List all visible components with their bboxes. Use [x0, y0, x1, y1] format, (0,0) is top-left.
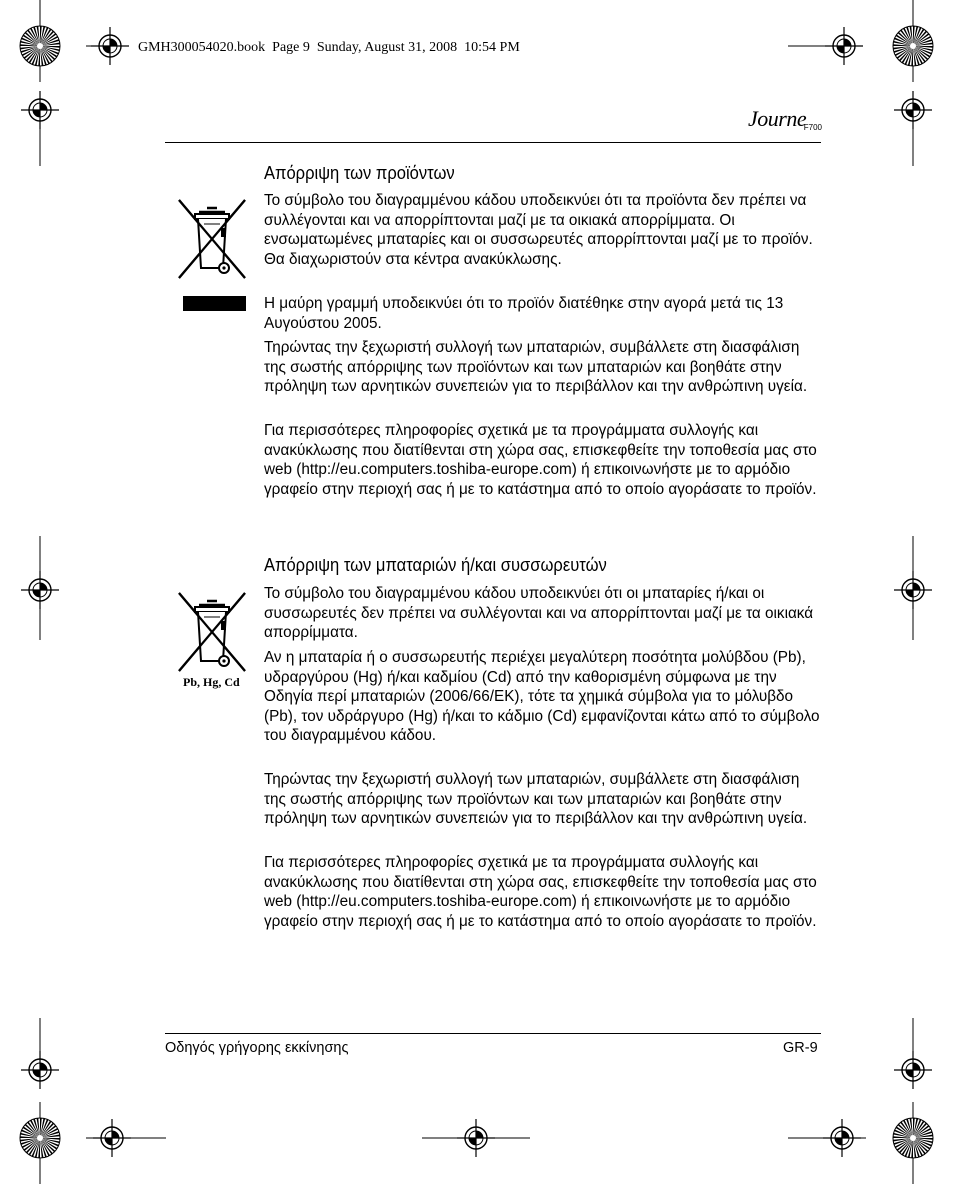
- registration-mark-icon: [824, 26, 864, 66]
- registration-mark-icon: [20, 1050, 60, 1090]
- header-rule: [165, 142, 821, 143]
- paragraph: Για περισσότερες πληροφορίες σχετικά με τα προγράμματα συλλογής και ανακύκλωσης που διατίθενται στη χώρα σας, επισκεφθείτε την τοποθεσία μας στο web (http://eu.computers.toshiba-europe.com) ή επικοινωνήστε με το αρμόδιο γραφείο στην περιοχή σας ή με το κατάστημα από το οποίο αγοράσατε το προϊόν.: [264, 854, 817, 930]
- registration-mark-icon: [893, 90, 933, 130]
- starburst-icon: [18, 24, 62, 68]
- registration-mark-icon: [822, 1118, 862, 1158]
- paragraph: Το σύμβολο του διαγραμμένου κάδου υποδεικνύει ότι τα προϊόντα δεν πρέπει να συλλέγονται και να απορρίπτονται μαζί με τα οικιακά απορρίμματα. Οι ενσωματωμένες μπαταρίες και οι συσσωρευτές απορρίπτονται μαζί με το προϊόν. Θα διαχωριστούν στα κέντρα ανακύκλωσης.: [264, 192, 813, 268]
- paragraph: Το σύμβολο του διαγραμμένου κάδου υποδεικνύει ότι οι μπαταρίες ή/και οι συσσωρευτές δεν πρέπει να συλλέγονται και να απορρίπτονται μαζί με τα οικιακά απορρίμματα.: [264, 585, 814, 642]
- chemical-symbols-label: Pb, Hg, Cd: [183, 675, 240, 689]
- paragraph: Αν η μπαταρία ή ο συσσωρευτής περιέχει μεγαλύτερη ποσότητα μολύβδου (Pb), υδραργύρου (Hg) ή/και καδμίου (Cd) από την καθορισμένη σύμφωνα με την Οδηγία περί μπαταριών (2006/66/ΕΚ), τότε τα χημικά σύμβολα για το μόλυβδο (Pb), τον υδράργυρο (Hg) ή/και το κάδμιο (Cd) εμφανίζονται κάτω από το σύμβολο του διαγραμμένου κάδου.: [264, 649, 820, 745]
- starburst-icon: [891, 24, 935, 68]
- logo-script-text: Journe: [748, 106, 807, 131]
- registration-mark-icon: [90, 26, 130, 66]
- print-slug-line: GMH300054020.book Page 9 Sunday, August 31, 2008 10:54 PM: [138, 40, 520, 55]
- footer-guide-title: Οδηγός γρήγορης εκκίνησης: [165, 1040, 349, 1056]
- section-heading-product-disposal: Απόρριψη των προϊόντων: [264, 163, 455, 183]
- journe-logo: [748, 106, 826, 144]
- registration-mark-icon: [893, 570, 933, 610]
- paragraph: Για περισσότερες πληροφορίες σχετικά με τα προγράμματα συλλογής και ανακύκλωσης που διατίθενται στη χώρα σας, επισκεφθείτε την τοποθεσία μας στο web (http://eu.computers.toshiba-europe.com) ή επικοινωνήστε με το αρμόδιο γραφείο στην περιοχή σας ή με το κατάστημα από το οποίο αγοράσατε το προϊόν.: [264, 422, 817, 498]
- black-bar-mark: [183, 296, 246, 311]
- paragraph: Η μαύρη γραμμή υποδεικνύει ότι το προϊόν διατέθηκε στην αγορά μετά τις 13 Αυγούστου 2005.: [264, 295, 784, 332]
- section-heading-battery-disposal: Απόρριψη των μπαταριών ή/και συσσωρευτών: [264, 555, 607, 575]
- paragraph: Τηρώντας την ξεχωριστή συλλογή των μπαταριών, συμβάλλετε στη διασφάλιση της σωστής απόρριψης των προϊόντων και των μπαταριών και βοηθάτε στην πρόληψη των αρνητικών συνεπειών για το περιβάλλον και την ανθρώπινη υγεία.: [264, 339, 808, 396]
- registration-mark-icon: [92, 1118, 132, 1158]
- logo-model-text: F700: [803, 123, 822, 132]
- starburst-icon: [891, 1116, 935, 1160]
- footer-rule: [165, 1033, 821, 1034]
- registration-mark-icon: [456, 1118, 496, 1158]
- registration-mark-icon: [893, 1050, 933, 1090]
- registration-mark-icon: [20, 90, 60, 130]
- starburst-icon: [18, 1116, 62, 1160]
- crossed-out-wheelie-bin-icon: [177, 591, 247, 673]
- page-number: GR-9: [783, 1040, 818, 1056]
- registration-mark-icon: [20, 570, 60, 610]
- paragraph: Τηρώντας την ξεχωριστή συλλογή των μπαταριών, συμβάλλετε στη διασφάλιση της σωστής απόρριψης των προϊόντων και των μπαταριών και βοηθάτε στην πρόληψη των αρνητικών συνεπειών για το περιβάλλον και την ανθρώπινη υγεία.: [264, 771, 808, 828]
- crossed-out-wheelie-bin-icon: [177, 198, 247, 280]
